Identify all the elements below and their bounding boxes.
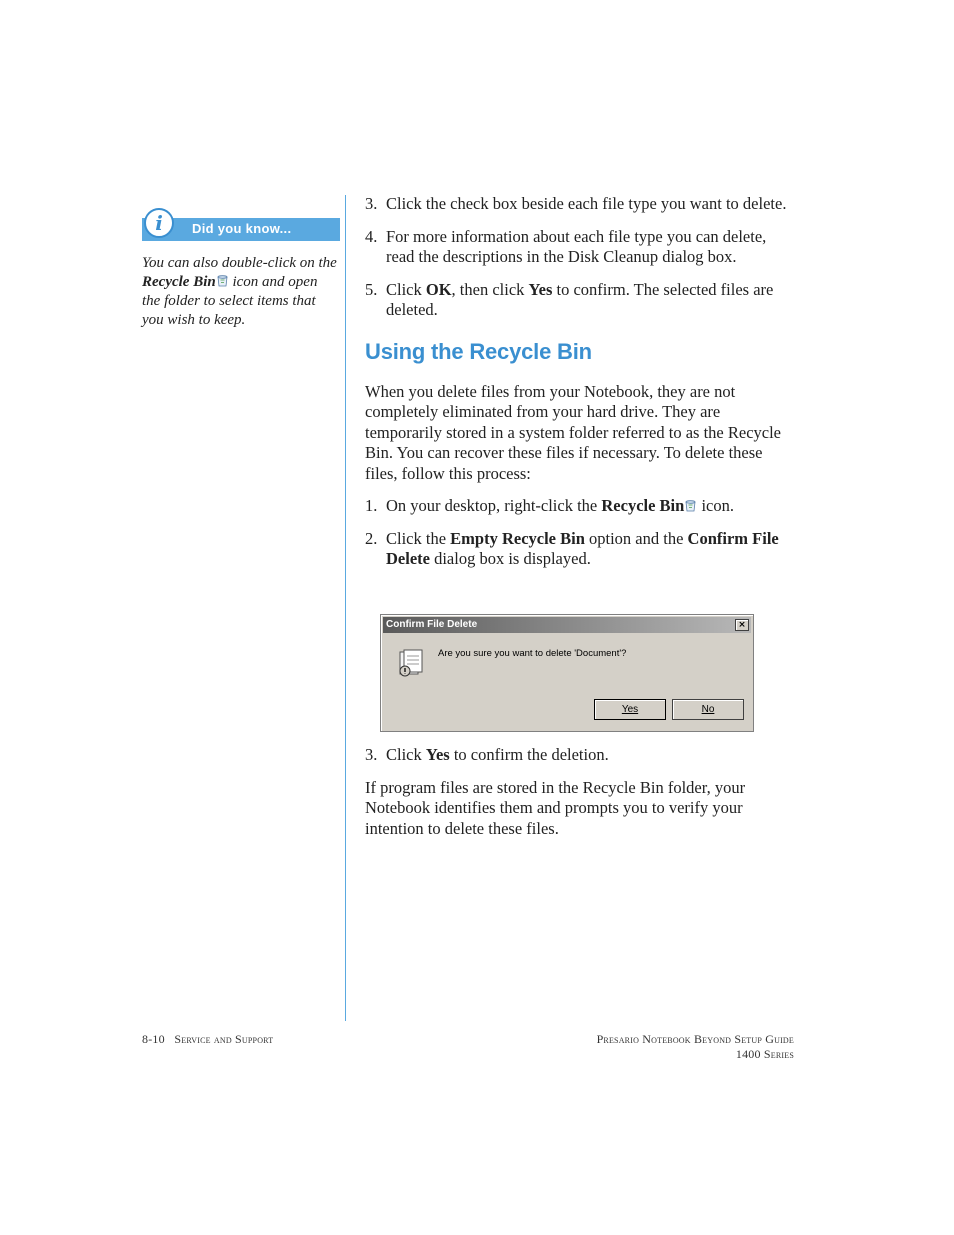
step-text [386,529,779,569]
step-text [386,496,734,515]
section-heading: Using the Recycle Bin [365,338,592,364]
tip-text-bold: Recycle Bin [142,274,216,290]
no-button[interactable]: No [672,699,744,720]
step-text-pre: Click [386,279,426,299]
tip-text [142,254,337,330]
step-text [386,280,773,320]
column-divider [345,195,346,1021]
list-item [365,496,790,517]
step-bold-recycle-bin: Recycle Bin [601,496,685,515]
step-text-post: to confirm the deletion. [449,745,609,764]
delete-file-icon [396,648,426,678]
recycle-bin-icon [685,499,696,512]
after-dialog-content [365,745,790,851]
dialog-message: Are you sure you want to delete 'Document'? [438,648,627,659]
step-text-pre: On your desktop, right-click the [386,496,602,515]
tip-title: Did you know... [192,221,292,236]
tip-text-part-1: You can also double-click on the [142,255,337,271]
list-item [365,529,790,570]
list-item [365,280,790,321]
main-content [365,194,790,582]
dialog-title-bar [383,617,751,633]
step-text [386,745,609,764]
footer-series: 1400 Series [735,1047,794,1061]
list-item [365,194,790,215]
footer-right [597,1032,794,1062]
list-item [365,227,790,268]
footer-left: 8-10 Service and Support [142,1032,274,1046]
step-bold-ok: OK [425,279,452,299]
step-number: 2. [365,528,378,548]
step-bold-yes: Yes [425,745,450,764]
closing-paragraph: If program files are stored in the Recycle Bin folder, your Notebook identifies them and prompts you to verify your intention to delete these files. [365,777,746,838]
step-text: For more information about each file type you can delete, read the descriptions in the Disk Cleanup dialog box. [386,226,767,266]
step-number: 1. [365,496,378,515]
intro-paragraph: When you delete files from your Notebook, they are not completely eliminated from your hard drive. They are temporarily stored in a system folder referred to as the Recycle Bin. You can recover these files if necessary. To delete these files, follow this process: [365,381,782,483]
step-text: Click the check box beside each file type you want to delete. [386,194,787,213]
step-bold-yes: Yes [528,279,553,299]
recycle-bin-icon [217,274,228,287]
step-number: 3. [365,194,378,213]
confirm-file-delete-dialog [380,614,754,732]
step-number: 5. [365,279,378,299]
step-bold-empty-bin: Empty Recycle Bin [450,528,585,548]
step-number: 4. [365,226,378,246]
step-number: 3. [365,745,378,764]
step-text-mid: option and the [584,528,688,548]
info-icon: i [144,208,174,238]
step-text-pre: Click [386,745,426,764]
tip-text-part-2: icon and open the folder to select items that you wish to keep. [142,274,318,328]
step-text-post: dialog box is displayed. [429,549,591,568]
step-text-mid: , then click [451,279,529,299]
dialog-title: Confirm File Delete [386,619,478,630]
close-icon[interactable]: × [735,619,749,631]
list-item [365,745,790,766]
step-bold-confirm: Confirm File Delete [386,528,779,568]
step-text-post: to confirm. The selected files are deleted. [386,279,774,319]
step-text-post: icon. [697,496,734,515]
step-text-pre: Click the [386,528,451,548]
footer-guide-title: Presario Notebook Beyond Setup Guide [596,1032,794,1046]
yes-button[interactable]: Yes [594,699,666,720]
